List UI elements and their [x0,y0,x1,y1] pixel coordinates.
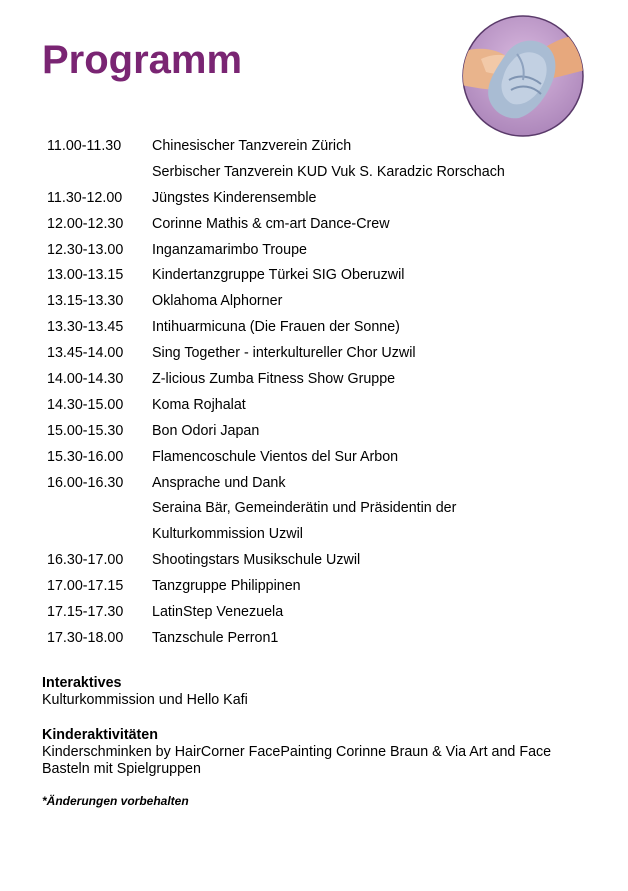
schedule-time: 12.30-13.00 [47,241,124,258]
schedule-act: Z-licious Zumba Fitness Show Gruppe [152,371,396,388]
schedule-act: Serbischer Tanzverein KUD Vuk S. Karadzic Rorschach [152,163,505,180]
schedule-act: Koma Rojhalat [152,396,246,413]
schedule-act: Ansprache und Dank [152,474,286,491]
schedule-act: Jüngstes Kinderensemble [152,189,317,206]
schedule-act: Intihuarmicuna (Die Frauen der Sonne) [152,319,400,336]
schedule-act: Flamencoschule Vientos del Sur Arbon [152,448,399,465]
schedule-time: 12.00-12.30 [47,215,124,232]
schedule-time: 13.45-14.00 [47,345,124,362]
kinder-line: Basteln mit Spielgruppen [42,761,201,777]
schedule-time: 15.30-16.00 [47,448,124,465]
clasped-hands-icon [461,14,585,138]
schedule-act: Shootingstars Musikschule Uzwil [152,552,361,569]
kinder-line: Kinderschminken by HairCorner FacePainting Corinne Braun & Via Art and Face [42,744,552,760]
schedule-act: Tanzschule Perron1 [152,629,279,646]
schedule-time: 17.30-18.00 [47,629,124,646]
schedule-act: Bon Odori Japan [152,422,260,439]
schedule-time: 14.00-14.30 [47,371,124,388]
schedule-time: 15.00-15.30 [47,422,124,439]
schedule-time: 16.30-17.00 [47,552,124,569]
schedule-act: Kulturkommission Uzwil [152,526,303,543]
schedule-act: Chinesischer Tanzverein Zürich [152,138,352,154]
schedule-time: 14.30-15.00 [47,396,124,413]
schedule-act: Sing Together - interkultureller Chor Uzwil [152,345,416,362]
schedule-act: Kindertanzgruppe Türkei SIG Oberuzwil [152,267,405,284]
kinder-heading: Kinderaktivitäten [42,727,158,743]
schedule-act: Seraina Bär, Gemeinderätin und Präsidentin der [152,500,457,517]
schedule-act: Inganzamarimbo Troupe [152,241,307,258]
schedule-time: 13.30-13.45 [47,319,124,336]
schedule-time: 13.15-13.30 [47,293,124,310]
disclaimer-note: *Änderungen vorbehalten [42,794,189,808]
schedule-time: 17.15-17.30 [47,604,124,621]
schedule-act: Corinne Mathis & cm-art Dance-Crew [152,215,390,232]
schedule-time: 13.00-13.15 [47,267,124,284]
schedule-act: Oklahoma Alphorner [152,293,283,310]
schedule-act: LatinStep Venezuela [152,604,284,621]
schedule-time: 11.00-11.30 [47,138,122,154]
interaktives-heading: Interaktives [42,675,122,691]
interaktives-line: Kulturkommission und Hello Kafi [42,692,248,708]
schedule-time: 16.00-16.30 [47,474,124,491]
kinder-section [42,727,551,778]
schedule-time: 11.30-12.00 [47,189,123,206]
schedule-act: Tanzgruppe Philippinen [152,578,301,595]
schedule-time: 17.00-17.15 [47,578,124,595]
page-title: Programm [42,38,243,82]
interaktives-section [42,675,248,709]
